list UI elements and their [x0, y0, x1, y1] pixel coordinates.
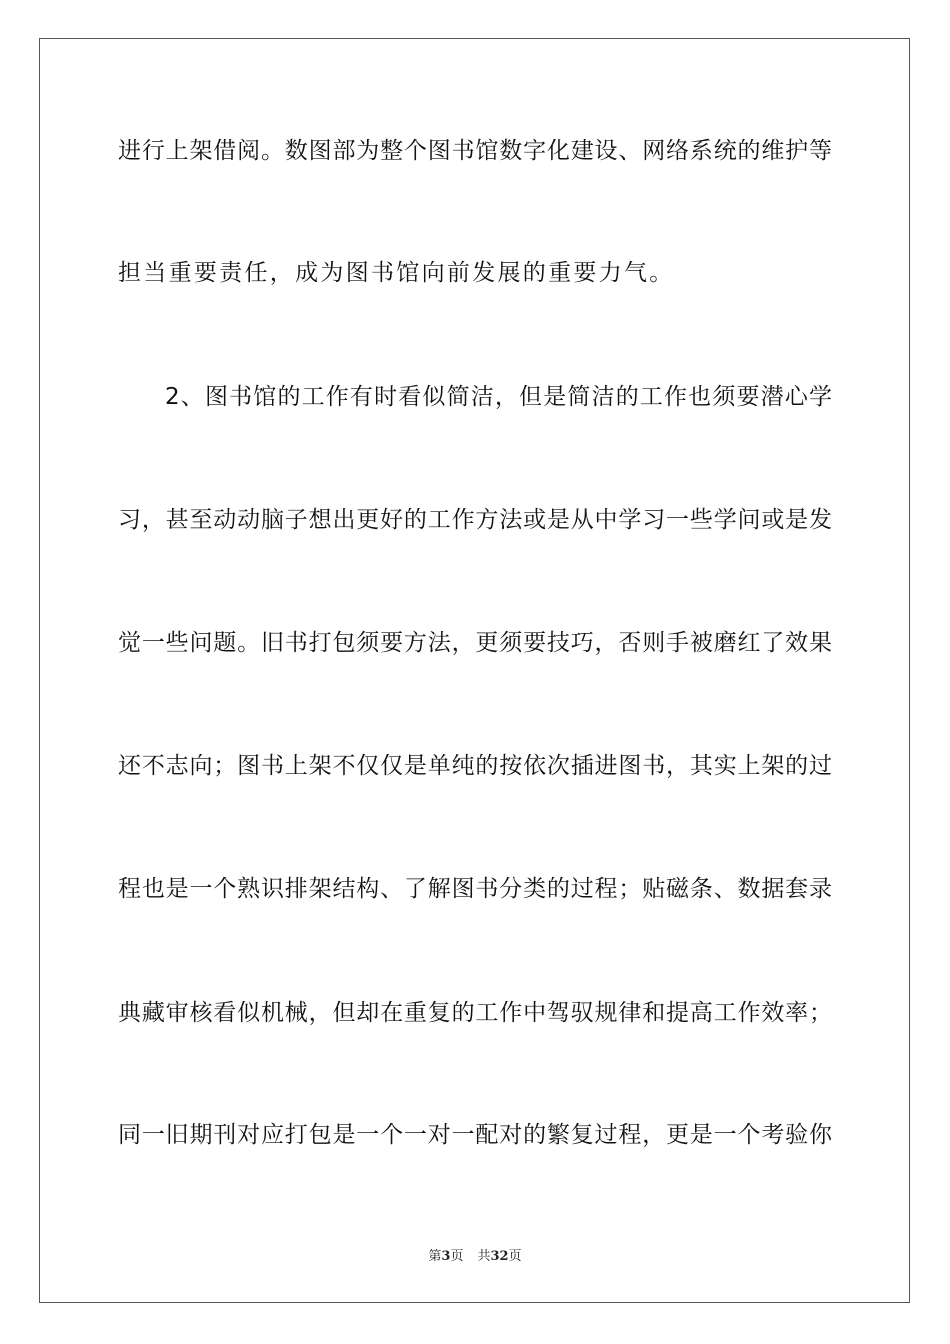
body-text-line-6: 还不志向；图书上架不仅仅是单纯的按依次插进图书，其实上架的过	[118, 753, 832, 779]
footer-page-prefix: 第	[428, 1249, 442, 1264]
page-border	[39, 38, 910, 1303]
body-text-line-3: 2、图书馆的工作有时看似简洁，但是简洁的工作也须要潜心学	[165, 384, 832, 410]
footer-page-number: 3	[441, 1249, 451, 1264]
body-text-line-9: 同一旧期刊对应打包是一个一对一配对的繁复过程，更是一个考验你	[118, 1122, 832, 1148]
footer-total-suffix: 页	[508, 1249, 522, 1264]
body-text-line-7: 程也是一个熟识排架结构、了解图书分类的过程；贴磁条、数据套录	[118, 876, 832, 902]
body-text-line-2: 担当重要责任，成为图书馆向前发展的重要力气。	[118, 260, 675, 286]
body-text-line-1: 进行上架借阅。数图部为整个图书馆数字化建设、网络系统的维护等	[118, 138, 832, 164]
body-text-line-4: 习，甚至动动脑子想出更好的工作方法或是从中学习一些学问或是发	[118, 507, 832, 533]
footer-total-prefix: 共	[477, 1249, 491, 1264]
page-footer	[0, 1248, 950, 1266]
body-text-line-8: 典藏审核看似机械，但却在重复的工作中驾驭规律和提高工作效率；	[118, 1000, 832, 1026]
footer-page-suffix: 页	[450, 1249, 464, 1264]
body-text-line-5: 觉一些问题。旧书打包须要方法，更须要技巧，否则手被磨红了效果	[118, 630, 832, 656]
footer-total-pages: 32	[490, 1249, 509, 1264]
